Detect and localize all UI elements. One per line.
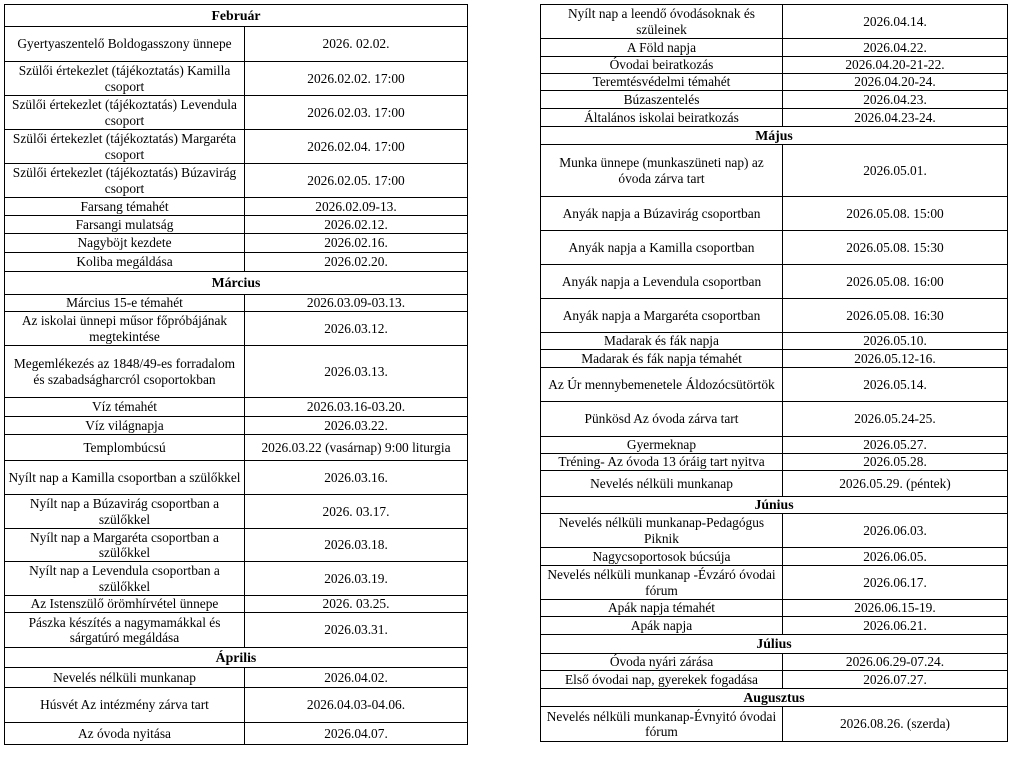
event-cell: Víz világnapja — [5, 417, 245, 435]
event-cell: Anyák napja a Búzavirág csoportban — [541, 197, 783, 231]
date-cell: 2026.03.18. — [245, 529, 468, 562]
event-cell: Munka ünnepe (munkaszüneti nap) az óvoda zárva tart — [541, 145, 783, 197]
event-cell: Általános iskolai beiratkozás — [541, 109, 783, 127]
event-cell: Nevelés nélküli munkanap-Évnyitó óvodai fórum — [541, 707, 783, 742]
month-heading: Április — [5, 648, 468, 668]
date-cell: 2026.02.03. 17:00 — [245, 96, 468, 130]
event-cell: Első óvodai nap, gyerekek fogadása — [541, 671, 783, 689]
date-cell: 2026.04.02. — [245, 668, 468, 688]
date-cell: 2026.04.07. — [245, 723, 468, 745]
month-heading: Július — [541, 635, 1008, 654]
date-cell: 2026.03.12. — [245, 312, 468, 346]
date-cell: 2026.02.12. — [245, 216, 468, 234]
date-cell: 2026.05.28. — [783, 454, 1008, 471]
table-row — [541, 39, 1008, 57]
table-row — [541, 333, 1008, 350]
month-row — [541, 497, 1008, 514]
table-row — [541, 654, 1008, 671]
table-row — [5, 723, 468, 745]
date-cell: 2026.03.16-03.20. — [245, 398, 468, 417]
table-row — [541, 5, 1008, 39]
table-row — [5, 253, 468, 272]
event-cell: Az iskolai ünnepi műsor főpróbájának megtekintése — [5, 312, 245, 346]
date-cell: 2026. 03.25. — [245, 596, 468, 613]
event-cell: Farsangi mulatság — [5, 216, 245, 234]
table-row — [5, 596, 468, 613]
calendar-table-left — [4, 4, 468, 745]
table-row — [5, 495, 468, 529]
month-row — [5, 648, 468, 668]
event-cell: Madarak és fák napja — [541, 333, 783, 350]
event-cell: Nevelés nélküli munkanap-Pedagógus Piknik — [541, 514, 783, 548]
table-row — [541, 402, 1008, 437]
event-cell: Nyílt nap a leendő óvodásoknak és szüleinek — [541, 5, 783, 39]
date-cell: 2026.03.22. — [245, 417, 468, 435]
date-cell: 2026.04.22. — [783, 39, 1008, 57]
table-row — [541, 548, 1008, 566]
table-row — [541, 368, 1008, 402]
date-cell: 2026.06.21. — [783, 617, 1008, 635]
date-cell: 2026.05.08. 15:00 — [783, 197, 1008, 231]
table-row — [541, 514, 1008, 548]
table-row — [541, 454, 1008, 471]
table-row — [541, 707, 1008, 742]
event-cell: Szülői értekezlet (tájékoztatás) Búzavirág csoport — [5, 164, 245, 198]
event-cell: Nevelés nélküli munkanap -Évzáró óvodai fórum — [541, 566, 783, 600]
table-row — [5, 688, 468, 723]
date-cell: 2026.05.24-25. — [783, 402, 1008, 437]
event-cell: Az Istenszülő örömhírvétel ünnepe — [5, 596, 245, 613]
date-cell: 2026. 02.02. — [245, 27, 468, 62]
date-cell: 2026.02.16. — [245, 234, 468, 253]
date-cell: 2026.04.20-24. — [783, 74, 1008, 91]
month-heading: Június — [541, 497, 1008, 514]
table-row — [541, 74, 1008, 91]
table-row — [541, 600, 1008, 617]
table-row — [541, 671, 1008, 689]
date-cell: 2026.05.08. 16:30 — [783, 299, 1008, 333]
calendar-table-right — [540, 4, 1008, 742]
event-cell: Apák napja témahét — [541, 600, 783, 617]
event-cell: Nyílt nap a Búzavirág csoportban a szülőkkel — [5, 495, 245, 529]
date-cell: 2026.06.29-07.24. — [783, 654, 1008, 671]
table-row — [5, 398, 468, 417]
table-row — [541, 57, 1008, 74]
date-cell: 2026. 03.17. — [245, 495, 468, 529]
table-row — [5, 461, 468, 495]
date-cell: 2026.02.04. 17:00 — [245, 130, 468, 164]
month-row — [5, 5, 468, 27]
table-row — [5, 62, 468, 96]
table-row — [541, 109, 1008, 127]
table-row — [5, 668, 468, 688]
month-row — [541, 127, 1008, 145]
table-row — [541, 231, 1008, 265]
table-row — [541, 91, 1008, 109]
event-cell: Óvodai beiratkozás — [541, 57, 783, 74]
event-cell: Március 15-e témahét — [5, 295, 245, 312]
event-cell: Farsang témahét — [5, 198, 245, 216]
event-cell: Szülői értekezlet (tájékoztatás) Margaréta csoport — [5, 130, 245, 164]
table-row — [541, 299, 1008, 333]
event-cell: Nyílt nap a Margaréta csoportban a szülőkkel — [5, 529, 245, 562]
event-cell: Pünkösd Az óvoda zárva tart — [541, 402, 783, 437]
date-cell: 2026.02.09-13. — [245, 198, 468, 216]
date-cell: 2026.06.03. — [783, 514, 1008, 548]
table-row — [5, 164, 468, 198]
event-cell: Nagycsoportosok búcsúja — [541, 548, 783, 566]
date-cell: 2026.03.09-03.13. — [245, 295, 468, 312]
date-cell: 2026.06.15-19. — [783, 600, 1008, 617]
table-row — [5, 198, 468, 216]
event-cell: Szülői értekezlet (tájékoztatás) Kamilla csoport — [5, 62, 245, 96]
date-cell: 2026.02.02. 17:00 — [245, 62, 468, 96]
event-cell: Nevelés nélküli munkanap — [5, 668, 245, 688]
event-cell: Gyertyaszentelő Boldogasszony ünnepe — [5, 27, 245, 62]
date-cell: 2026.04.14. — [783, 5, 1008, 39]
table-row — [5, 27, 468, 62]
event-cell: Koliba megáldása — [5, 253, 245, 272]
date-cell: 2026.05.27. — [783, 437, 1008, 454]
table-row — [5, 96, 468, 130]
event-cell: Óvoda nyári zárása — [541, 654, 783, 671]
table-row — [5, 529, 468, 562]
date-cell: 2026.04.23. — [783, 91, 1008, 109]
date-cell: 2026.06.17. — [783, 566, 1008, 600]
date-cell: 2026.02.20. — [245, 253, 468, 272]
date-cell: 2026.05.10. — [783, 333, 1008, 350]
date-cell: 2026.07.27. — [783, 671, 1008, 689]
table-row — [541, 437, 1008, 454]
date-cell: 2026.03.19. — [245, 562, 468, 596]
date-cell: 2026.03.13. — [245, 346, 468, 398]
event-cell: Anyák napja a Margaréta csoportban — [541, 299, 783, 333]
date-cell: 2026.05.14. — [783, 368, 1008, 402]
date-cell: 2026.05.08. 16:00 — [783, 265, 1008, 299]
event-cell: Apák napja — [541, 617, 783, 635]
table-row — [541, 145, 1008, 197]
event-cell: Az Úr mennybemenetele Áldozócsütörtök — [541, 368, 783, 402]
event-cell: Pászka készítés a nagymamákkal és sárgatúró megáldása — [5, 613, 245, 648]
event-cell: A Föld napja — [541, 39, 783, 57]
date-cell: 2026.08.26. (szerda) — [783, 707, 1008, 742]
event-cell: Nyílt nap a Levendula csoportban a szülőkkel — [5, 562, 245, 596]
table-row — [5, 216, 468, 234]
month-heading: Augusztus — [541, 689, 1008, 707]
table-row — [5, 613, 468, 648]
date-cell: 2026.03.16. — [245, 461, 468, 495]
month-heading: Május — [541, 127, 1008, 145]
date-cell: 2026.05.08. 15:30 — [783, 231, 1008, 265]
table-row — [5, 295, 468, 312]
table-row — [541, 566, 1008, 600]
event-cell: Nyílt nap a Kamilla csoportban a szülőkkel — [5, 461, 245, 495]
table-row — [5, 234, 468, 253]
date-cell: 2026.03.22 (vasárnap) 9:00 liturgia — [245, 435, 468, 461]
event-cell: Teremtésvédelmi témahét — [541, 74, 783, 91]
event-cell: Búzaszentelés — [541, 91, 783, 109]
date-cell: 2026.05.12-16. — [783, 350, 1008, 368]
event-cell: Tréning- Az óvoda 13 óráig tart nyitva — [541, 454, 783, 471]
table-row — [541, 265, 1008, 299]
date-cell: 2026.04.23-24. — [783, 109, 1008, 127]
date-cell: 2026.05.29. (péntek) — [783, 471, 1008, 497]
date-cell: 2026.02.05. 17:00 — [245, 164, 468, 198]
month-row — [5, 272, 468, 295]
date-cell: 2026.04.03-04.06. — [245, 688, 468, 723]
event-cell: Szülői értekezlet (tájékoztatás) Levendula csoport — [5, 96, 245, 130]
table-row — [5, 417, 468, 435]
month-heading: Március — [5, 272, 468, 295]
event-cell: Húsvét Az intézmény zárva tart — [5, 688, 245, 723]
table-row — [5, 130, 468, 164]
event-cell: Nagyböjt kezdete — [5, 234, 245, 253]
table-row — [5, 562, 468, 596]
event-cell: Anyák napja a Levendula csoportban — [541, 265, 783, 299]
event-cell: Víz témahét — [5, 398, 245, 417]
table-row — [5, 346, 468, 398]
table-row — [541, 471, 1008, 497]
date-cell: 2026.06.05. — [783, 548, 1008, 566]
event-cell: Madarak és fák napja témahét — [541, 350, 783, 368]
table-row — [5, 435, 468, 461]
event-cell: Nevelés nélküli munkanap — [541, 471, 783, 497]
month-row — [541, 635, 1008, 654]
month-row — [541, 689, 1008, 707]
date-cell: 2026.04.20-21-22. — [783, 57, 1008, 74]
table-row — [5, 312, 468, 346]
table-row — [541, 197, 1008, 231]
event-cell: Templombúcsú — [5, 435, 245, 461]
date-cell: 2026.05.01. — [783, 145, 1008, 197]
month-heading: Február — [5, 5, 468, 27]
event-cell: Az óvoda nyitása — [5, 723, 245, 745]
event-cell: Anyák napja a Kamilla csoportban — [541, 231, 783, 265]
table-row — [541, 617, 1008, 635]
event-cell: Megemlékezés az 1848/49-es forradalom és szabadságharcról csoportokban — [5, 346, 245, 398]
table-row — [541, 350, 1008, 368]
date-cell: 2026.03.31. — [245, 613, 468, 648]
event-cell: Gyermeknap — [541, 437, 783, 454]
